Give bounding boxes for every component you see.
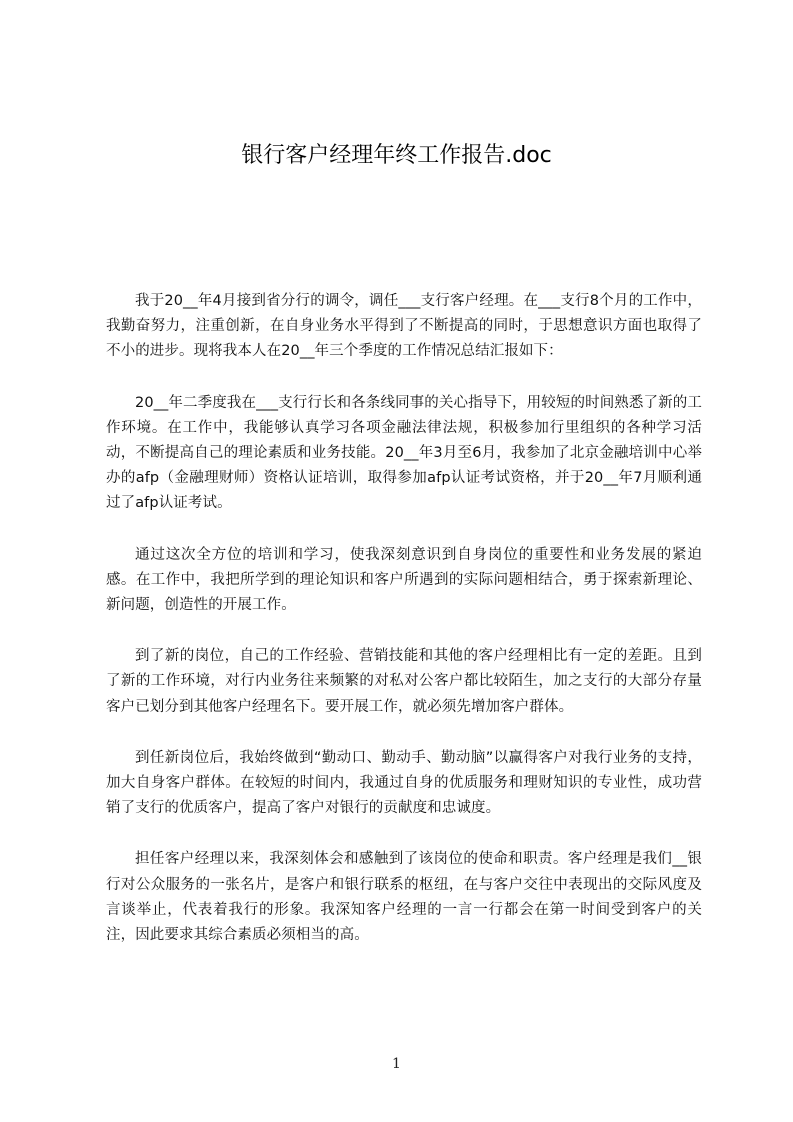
paragraph-5: 到任新岗位后，我始终做到“勤动口、勤动手、勤动脑”以赢得客户对我行业务的支持，加大自身客户群体。在较短的时间内，我通过自身的优质服务和理财知识的专业性，成功营销了支行的优质客户，提高了客户对银行的贡献度和忠诚度。 bbox=[106, 749, 702, 817]
document-body bbox=[106, 289, 702, 974]
paragraph-3: 通过这次全方位的培训和学习，使我深刻意识到自身岗位的重要性和业务发展的紧迫感。在工作中，我把所学到的理论知识和客户所遇到的实际问题相结合，勇于探索新理论、新问题，创造性的开展工作。 bbox=[106, 546, 702, 614]
paragraph-6: 担任客户经理以来，我深刻体会和感触到了该岗位的使命和职责。客户经理是我们__银行对公众服务的一张名片，是客户和银行联系的枢纽，在与客户交往中表现出的交际风度及言谈举止，代表着我行的形象。我深知客户经理的一言一行都会在第一时间受到客户的关注，因此要求其综合素质必须相当的高。 bbox=[106, 851, 702, 944]
paragraph-4: 到了新的岗位，自己的工作经验、营销技能和其他的客户经理相比有一定的差距。且到了新的工作环境，对行内业务往来频繁的对私对公客户都比较陌生，加之支行的大部分存量客户已划分到其他客户经理名下。要开展工作，就必须先增加客户群体。 bbox=[106, 648, 702, 715]
paragraph-2: 20__年二季度我在___支行行长和各条线同事的关心指导下，用较短的时间熟悉了新的工作环境。在工作中，我能够认真学习各项金融法律法规，积极参加行里组织的各种学习活动，不断提高自己的理论素质和业务技能。20__年3月至6月，我参加了北京金融培训中心举办的afp（金融理财师）资格认证培训，取得参加afp认证考试资格，并于20__年7月顺利通过了afp认证考试。 bbox=[106, 394, 702, 512]
document-title: 银行客户经理年终工作报告.doc bbox=[241, 143, 552, 168]
paragraph-1: 我于20__年4月接到省分行的调令，调任___支行客户经理。在___支行8个月的工作中，我勤奋努力，注重创新，在自身业务水平得到了不断提高的同时，于思想意识方面也取得了不小的进步。现将我本人在20__年三个季度的工作情况总结汇报如下： bbox=[106, 293, 702, 360]
page-number: 1 bbox=[392, 1056, 401, 1072]
